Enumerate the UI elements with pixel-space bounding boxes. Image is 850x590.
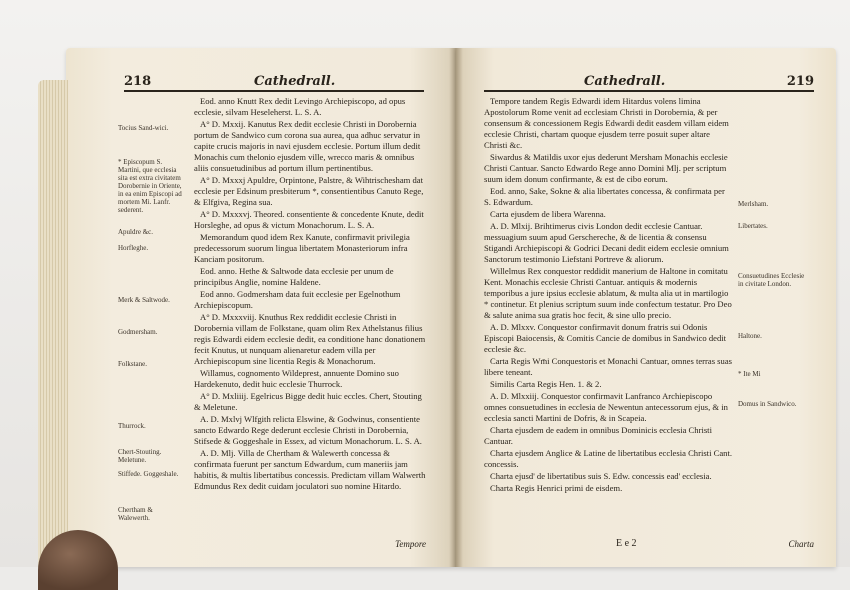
margin-note: Chert-Stouting. Meletune. bbox=[118, 448, 162, 464]
header-rule-left bbox=[124, 90, 424, 92]
page-number-left: 218 bbox=[124, 74, 152, 89]
paragraph: A° D. Mxxxj Apuldre, Orpintone, Palstre, & Wihtrischesham dat ecclesie per Edsinum presbiterum *, consentientibus Canuto Rege, & Elfgiva, Regina sua. bbox=[194, 175, 424, 207]
paragraph: Eod anno. Godmersham data fuit ecclesie per Egelnothum Archiepiscopum. bbox=[194, 289, 401, 310]
paragraph: Tempore tandem Regis Edwardi idem Hitardus volens limina Apostolorum Rome venit ad ecclesiam Christi in Dorobernia, & per consensum & concessionem Regis Edwardi dedit easdem villam eidem ecclesie Christi, chartam quoque ejusdem terre posuit super altare Christi &c. bbox=[484, 96, 729, 150]
paragraph: Willamus, cognomento Wildeprest, annuente Domino suo Hardekenuto, dedit huic ecclesie Thurrock. bbox=[194, 368, 399, 389]
book-gutter bbox=[449, 48, 463, 567]
paragraph: A. D. Mlxxiij. Conquestor confirmavit Lanfranco Archiepiscopo omnes consuetudines in ecclesia de Newentun antecessorum ejus, & in ecclesia sancti Martini de Dofris, & in Scapeia. bbox=[484, 391, 728, 423]
margin-note: Tocius Sand-wici. bbox=[118, 124, 169, 132]
paragraph: Charta ejusd' de libertatibus suis S. Edw. concessis ead' ecclesia. bbox=[490, 471, 712, 481]
signature-mark: E e 2 bbox=[616, 538, 637, 549]
header-rule-right bbox=[484, 90, 814, 92]
paragraph: A° D. Mxxxviij. Knuthus Rex reddidit ecclesie Christi in Dorobernia villam de Folkstane, quam olim Rex Athelstanus filius regis Edwardi eidem ecclesie dedit, ea conditione hanc donationem fecit Knutus, ut nunquam alienaretur eadem villa per Archiepiscopum sine licentia Regis & Monachorum. bbox=[194, 312, 426, 366]
paragraph: Eod. anno, Sake, Sokne & alia libertates concessa, & confirmata per S. Edwardum. bbox=[484, 186, 725, 207]
left-page bbox=[66, 48, 456, 567]
page-edges bbox=[38, 80, 68, 567]
paragraph: A. D. Mlxij. Brihtimerus civis London dedit ecclesie Cantuar. messuagium suum apud Gerschereche, & de licentia & consensu Stigandi Archiepiscopi & Godrici Decani dedit eidem ecclesie omnium Sanctorum testimonio Liefstani Portreve & aliorum. bbox=[484, 221, 729, 264]
paragraph: Willelmus Rex conquestor reddidit manerium de Haltone in comitatu Kent. Monachis ecclesie Christi Cantuar. antiquis & modernis temporibus a jure ipsius ecclesie ablatum, & multa alia ut in martilogio * continetur. Et plenius scriptum suum inde confectum testatur. Pro Deo & salute anima sua gratis hoc fecit, & sine ullo precio. bbox=[484, 266, 732, 320]
right-page-body bbox=[484, 96, 732, 495]
paragraph: Charta Regis Henrici primi de eisdem. bbox=[490, 483, 623, 493]
paragraph: Eod. anno. Hethe & Saltwode data ecclesie per unum de principibus Anglie, nomine Haldene. bbox=[194, 266, 394, 287]
margin-note: * Ite Mi bbox=[738, 370, 761, 378]
running-head-left: Cathedrall. bbox=[254, 74, 336, 89]
paragraph: A° D. Mxxij. Kanutus Rex dedit ecclesie Christi in Dorobernia portum de Sandwico cum corona sua aurea, qua adhuc servatur in capite crucis majoris in navi ejusdem ecclesie. Portum illum dedit Monachis cum thelonio ejusdem ville, wrecco maris & omnibus aliis consuetudinibus ad portum illum pertinentibus. bbox=[194, 119, 421, 173]
open-book bbox=[38, 48, 814, 567]
margin-note: Libertates. bbox=[738, 222, 768, 230]
margin-note: Godmersham. bbox=[118, 328, 158, 336]
catchword-right: Charta bbox=[788, 539, 814, 549]
margin-note: Merk & Saltwode. bbox=[118, 296, 170, 304]
paragraph: A. D. Mlxxv. Conquestor confirmavit donum fratris sui Odonis Episcopi Baiocensis, & Comitis Cancie de domibus in Sandwico dedit ecclesie &c. bbox=[484, 322, 727, 354]
paragraph: Charta ejusdem Anglice & Latine de libertatibus ecclesia Christi Cant. concessis. bbox=[484, 448, 732, 469]
margin-note: * Episcopum S. Martini, que ecclesia sita est extra civitatem Dorobernie in Oriente, in ea enim Episcopi ad mortem Mi. Lanfr. sederent. bbox=[118, 158, 182, 214]
margin-notes-right bbox=[738, 96, 810, 556]
paragraph: Siwardus & Matildis uxor ejus dederunt Mersham Monachis ecclesie Christi Cantuar. Sancto Edwardo Rege anno Domini Mlj. per scriptum suum idem donum confirmante, & est de cibo eorum. bbox=[484, 152, 728, 184]
paragraph: A. D. Mxlvj Wlfgith relicta Elswine, & Godwinus, consentiente sancto Edwardo Rege dederunt ecclesie Christi in Dorobernia, Stifsede & Goggeshale in Essex, ad victum Monachorum. L. S. A. bbox=[194, 414, 422, 446]
left-page-body bbox=[194, 96, 426, 493]
paragraph: Eod. anno Knutt Rex dedit Levingo Archiepiscopo, ad opus ecclesie, silvam Heseleherst. L. S. A. bbox=[194, 96, 406, 117]
right-page bbox=[456, 48, 836, 567]
paragraph: Carta Regis Wm̄i Conquestoris et Monachi Cantuar, omnes terras suas libere teneant. bbox=[484, 356, 732, 377]
margin-note: Horfleghe. bbox=[118, 244, 149, 252]
margin-note: Apuldre &c. bbox=[118, 228, 153, 236]
margin-note: Merlsham. bbox=[738, 200, 769, 208]
page-number-right: 219 bbox=[786, 74, 814, 89]
running-head-right: Cathedrall. bbox=[584, 74, 666, 89]
catchword-left: Tempore bbox=[395, 539, 426, 549]
paragraph: Memorandum quod idem Rex Kanute, confirmavit privilegia predecessorum suorum lingua libertatem Monasteriorum infra Kanciam positorum. bbox=[194, 232, 410, 264]
paragraph: A° D. Mxxxvj. Theored. consentiente & concedente Knute, dedit Horsleghe, ad opus & victum Monachorum. L. S. A. bbox=[194, 209, 424, 230]
margin-note: Domus in Sandwico. bbox=[738, 400, 797, 408]
margin-note: Haltone. bbox=[738, 332, 762, 340]
margin-notes-left bbox=[118, 96, 186, 556]
paragraph: A. D. Mlj. Villa de Chertham & Walewerth concessa & confirmata fuerunt per sanctum Edwardum, cum maneriis jam habitis, & multis libertatibus concessis. Predictam villam Walwerth Edmundus Rex dedit cuidam joculatori suo nomine Hitardo. bbox=[194, 448, 426, 491]
margin-note: Thurrock. bbox=[118, 422, 146, 430]
margin-note: Stiffede. Goggeshale. bbox=[118, 470, 179, 478]
paragraph: Carta ejusdem de libera Warenna. bbox=[490, 209, 606, 219]
paragraph: Similis Carta Regis Hen. 1. & 2. bbox=[490, 379, 602, 389]
margin-note: Consuetudines Ecclesie in civitate London. bbox=[738, 272, 805, 288]
paragraph: A° D. Mxliiij. Egelricus Bigge dedit huic eccles. Chert, Stouting & Meletune. bbox=[194, 391, 422, 412]
paragraph: Charta ejusdem de eadem in omnibus Dominicis ecclesia Christi Cantuar. bbox=[484, 425, 712, 446]
margin-note: Folkstane. bbox=[118, 360, 147, 368]
margin-note: Chertham & Walewerth. bbox=[118, 506, 153, 522]
